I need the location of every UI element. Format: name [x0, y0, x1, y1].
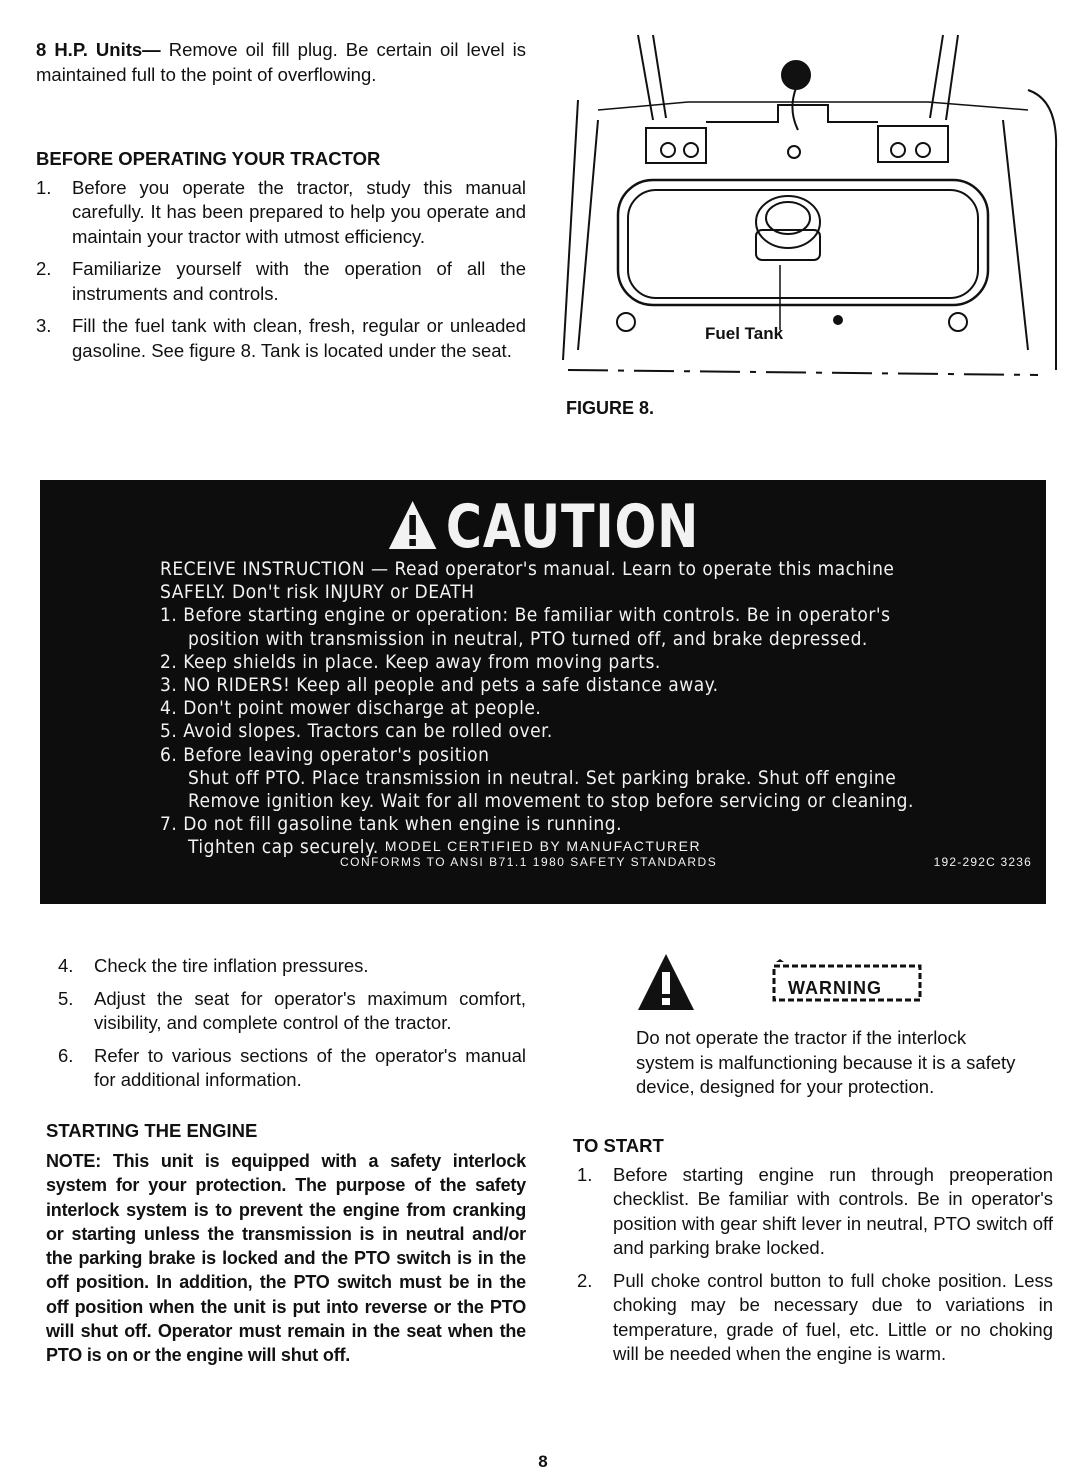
left-column-continued — [36, 954, 526, 1368]
caution-title-text: CAUTION — [445, 492, 700, 562]
caution-line: 4. Don't point mower discharge at people. — [160, 697, 542, 720]
checklist-item — [58, 987, 526, 1036]
before-operating-item-number: 3. — [36, 315, 52, 336]
ansi-conformance-text: CONFORMS TO ANSI B71.1 1980 SAFETY STANDARDS — [340, 855, 718, 869]
before-operating-item — [36, 176, 526, 250]
checklist-item — [58, 954, 526, 979]
starting-engine-heading: STARTING THE ENGINE — [46, 1119, 258, 1141]
before-operating-item-text: Familiarize yourself with the operation of all the instruments and controls. — [72, 258, 526, 304]
part-number: 192-292C 3236 — [933, 855, 1032, 869]
interlock-note: NOTE: This unit is equipped with a safety interlock system for your protection. The purpose of the safety interlock system is to prevent the engine from cranking or starting unless the transmission is in neutral and/or the parking brake is locked and the PTO switch is in the off position. In addition, the PTO switch must be in the off position when the unit is put into reverse or the PTO will shut off. Operator must remain in the seat when the PTO is on or the engine will shut off. — [46, 1151, 526, 1366]
before-operating-item — [36, 314, 526, 363]
to-start-heading: TO START — [573, 1135, 664, 1156]
to-start-item — [577, 1163, 1053, 1261]
caution-instructions — [160, 558, 990, 860]
to-start-item-number: 1. — [577, 1163, 593, 1185]
checklist-item-number: 4. — [58, 955, 74, 976]
before-operating-item — [36, 257, 526, 306]
fuel-tank-figure — [558, 30, 1058, 400]
caution-line: Shut off PTO. Place transmission in neutral. Set parking brake. Shut off engine — [188, 766, 897, 789]
checklist-item-text: Check the tire inflation pressures. — [94, 955, 369, 976]
warning-label: WARNING — [788, 978, 882, 998]
to-start-section — [573, 1134, 1053, 1375]
warning-header — [636, 952, 1056, 1019]
caution-line: 2. Keep shields in place. Keep away from moving parts. — [160, 650, 661, 673]
intro-text: Remove oil fill plug. Be certain oil level is maintained full to the point of overflowing. — [36, 39, 526, 85]
intro-paragraph — [36, 38, 526, 371]
before-operating-item-number: 1. — [36, 176, 52, 198]
to-start-list — [573, 1163, 1053, 1367]
to-start-item-text: Before starting engine run through preoperation checklist. Be familiar with controls. Be in operator's position with gear shift lever in neutral, PTO switch off and parking brake locked. — [613, 1163, 1053, 1258]
to-start-item — [577, 1269, 1053, 1367]
caution-line: position with transmission in neutral, PTO turned off, and brake depressed. — [188, 627, 868, 650]
checklist-item — [58, 1044, 526, 1093]
before-operating-item-text: Before you operate the tractor, study this manual carefully. It has been prepared to help you operate and maintain your tractor with utmost efficiency. — [72, 176, 526, 247]
caution-line: 1. Before starting engine or operation: Be familiar with controls. Be in operator's — [160, 604, 891, 627]
checklist-item-text: Adjust the seat for operator's maximum comfort, visibility, and complete control of the tractor. — [94, 987, 526, 1033]
warning-triangle-icon — [636, 952, 936, 1014]
caution-title — [131, 492, 956, 562]
warning-text: Do not operate the tractor if the interlock system is malfunctioning because it is a safety device, designed for your protection. — [636, 1027, 1016, 1097]
caution-line: Remove ignition key. Wait for all movement to stop before servicing or cleaning. — [188, 790, 914, 813]
before-operating-heading: BEFORE OPERATING YOUR TRACTOR — [36, 148, 381, 169]
oil-fill-instruction — [36, 38, 526, 87]
before-operating-list — [36, 176, 526, 364]
checklist-item-number: 6. — [58, 1044, 74, 1066]
caution-line: SAFELY. Don't risk INJURY or DEATH — [160, 581, 475, 604]
continued-checklist — [36, 954, 526, 1093]
caution-line: 6. Before leaving operator's position — [160, 743, 490, 766]
model-certified-text: MODEL CERTIFIED BY MANUFACTURER — [384, 838, 702, 854]
before-operating-item-number: 2. — [36, 258, 52, 279]
checklist-item-text: Refer to various sections of the operator's manual for additional information. — [94, 1044, 526, 1090]
caution-line: 7. Do not fill gasoline tank when engine is running. — [160, 813, 623, 836]
fuel-tank-label: Fuel Tank — [705, 324, 784, 343]
caution-line: 3. NO RIDERS! Keep all people and pets a safe distance away. — [160, 674, 719, 697]
before-operating-item-text: Fill the fuel tank with clean, fresh, regular or unleaded gasoline. See figure 8. Tank is located under the seat. — [72, 315, 526, 361]
to-start-item-number: 2. — [577, 1269, 593, 1291]
caution-line: RECEIVE INSTRUCTION — Read operator's manual. Learn to operate this machine — [160, 558, 895, 580]
caution-line: 5. Avoid slopes. Tractors can be rolled over. — [160, 720, 553, 743]
page-number: 8 — [538, 1452, 548, 1471]
caution-line: Tighten cap securely. — [188, 836, 379, 859]
to-start-item-text: Pull choke control button to full choke position. Less choking may be necessary due to variations in temperature, grade of fuel, etc. Little or no choking will be needed when the engine is warm. — [613, 1269, 1053, 1364]
figure-caption: FIGURE 8. — [566, 398, 655, 418]
caution-panel — [40, 480, 1046, 904]
warning-triangle-icon — [387, 499, 438, 551]
checklist-item-number: 5. — [58, 987, 74, 1009]
intro-lead: 8 H.P. Units— — [36, 39, 161, 60]
